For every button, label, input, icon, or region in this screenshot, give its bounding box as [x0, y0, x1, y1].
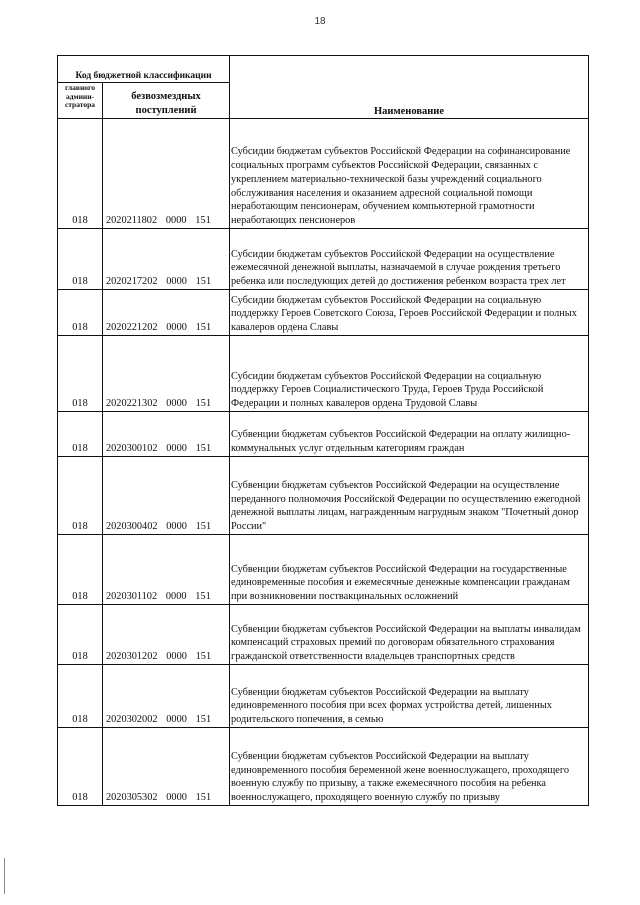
income-code-main: 2020217202	[106, 276, 158, 288]
income-code	[103, 336, 230, 412]
table-row	[58, 336, 589, 412]
income-code-economic: 151	[195, 714, 212, 726]
scan-margin-mark	[4, 858, 5, 894]
income-code-program: 0000	[165, 215, 187, 227]
income-code-main: 2020300402	[106, 521, 158, 533]
income-code-main: 2020302002	[106, 714, 158, 726]
income-code	[103, 290, 230, 336]
admin-code: 018	[58, 412, 103, 457]
table-row	[58, 412, 589, 457]
item-name: Субсидии бюджетам субъектов Российской Федерации на осуществление ежемесячной денежной выплаты, назначаемой в случае рождения третьего ребенка или последующих детей до достижения ребенком возраста трех лет	[230, 229, 589, 290]
income-code-economic: 151	[195, 322, 212, 334]
admin-code: 018	[58, 728, 103, 806]
admin-code: 018	[58, 457, 103, 535]
budget-classification-table	[57, 55, 589, 806]
admin-code: 018	[58, 229, 103, 290]
income-code-program: 0000	[166, 521, 187, 533]
income-code-economic: 151	[195, 443, 212, 455]
income-code-program: 0000	[166, 398, 187, 410]
income-code	[103, 535, 230, 605]
income-code-program: 0000	[166, 443, 187, 455]
income-code	[103, 665, 230, 728]
income-code-main: 2020300102	[106, 443, 158, 455]
income-code	[103, 728, 230, 806]
income-code-economic: 151	[195, 398, 212, 410]
income-code-program: 0000	[166, 276, 187, 288]
item-name: Субвенции бюджетам субъектов Российской Федерации на выплаты инвалидам компенсаций страховых премий по договорам обязательного страхования гражданской ответственности владельцев транспортных средств	[230, 605, 589, 665]
item-name: Субсидии бюджетам субъектов Российской Федерации на социальную поддержку Героев Советского Союза, Героев Российской Федерации и полных кавалеров ордена Славы	[230, 290, 589, 336]
income-code-main: 2020211802	[106, 215, 158, 227]
income-code-economic: 151	[195, 521, 212, 533]
admin-code: 018	[58, 290, 103, 336]
table-row	[58, 535, 589, 605]
income-code	[103, 229, 230, 290]
income-code-program: 0000	[166, 651, 187, 663]
item-name: Субсидии бюджетам субъектов Российской Федерации на софинансирование социальных программ субъектов Российской Федерации, связанных с укреплением материально-технической базы учреждений социального обслуживания населения и оказанием адресной социальной помощи неработающим пенсионерам, обучением компьютерной грамотности неработающих пенсионеров	[230, 119, 589, 229]
income-code-main: 2020221302	[106, 398, 158, 410]
table-row	[58, 457, 589, 535]
item-name: Субвенции бюджетам субъектов Российской Федерации на выплату единовременного пособия при всех формах устройства детей, лишенных родительского попечения, в семью	[230, 665, 589, 728]
table-row	[58, 605, 589, 665]
income-code	[103, 457, 230, 535]
table-row	[58, 229, 589, 290]
income-code-program: 0000	[165, 591, 187, 603]
header-income: безвозмездных поступлений	[103, 83, 230, 119]
income-code-main: 2020301102	[106, 591, 158, 603]
admin-code: 018	[58, 336, 103, 412]
income-code-program: 0000	[166, 322, 187, 334]
table-body	[58, 119, 589, 806]
admin-code: 018	[58, 535, 103, 605]
income-code-main: 2020301202	[106, 651, 158, 663]
income-code	[103, 119, 230, 229]
item-name: Субвенции бюджетам субъектов Российской Федерации на осуществление переданного полномочия Российской Федерации по осуществлению ежегодной денежной выплаты лицам, награжденным нагрудным знаком "Почетный донор России"	[230, 457, 589, 535]
header-admin: главного админи-стратора	[58, 83, 103, 119]
table-row	[58, 665, 589, 728]
table-row	[58, 290, 589, 336]
income-code	[103, 412, 230, 457]
income-code-economic: 151	[195, 651, 212, 663]
income-code-economic: 151	[195, 591, 211, 603]
header-name: Наименование	[230, 56, 589, 119]
admin-code: 018	[58, 119, 103, 229]
page-number: 18	[314, 16, 326, 27]
admin-code: 018	[58, 605, 103, 665]
item-name: Субсидии бюджетам субъектов Российской Федерации на социальную поддержку Героев Социалистического Труда, Героев Труда Российской Федерации и полных кавалеров ордена Трудовой Славы	[230, 336, 589, 412]
income-code	[103, 605, 230, 665]
item-name: Субвенции бюджетам субъектов Российской Федерации на выплату единовременного пособия беременной жене военнослужащего, проходящего военную службу по призыву, а также ежемесячного пособия на ребенка военнослужащего, проходящего военную службу по призыву	[230, 728, 589, 806]
item-name: Субвенции бюджетам субъектов Российской Федерации на государственные единовременные пособия и ежемесячные денежные компенсации гражданам при возникновении поствакцинальных осложнений	[230, 535, 589, 605]
header-classification-code: Код бюджетной классификации	[58, 56, 230, 83]
income-code-main: 2020305302	[106, 792, 158, 804]
income-code-main: 2020221202	[106, 322, 158, 334]
admin-code: 018	[58, 665, 103, 728]
income-code-economic: 151	[195, 792, 212, 804]
income-code-economic: 151	[195, 215, 211, 227]
income-code-program: 0000	[166, 714, 187, 726]
income-code-program: 0000	[166, 792, 187, 804]
item-name: Субвенции бюджетам субъектов Российской Федерации на оплату жилищно-коммунальных услуг отдельным категориям граждан	[230, 412, 589, 457]
income-code-economic: 151	[195, 276, 212, 288]
table-row	[58, 728, 589, 806]
table-row	[58, 119, 589, 229]
